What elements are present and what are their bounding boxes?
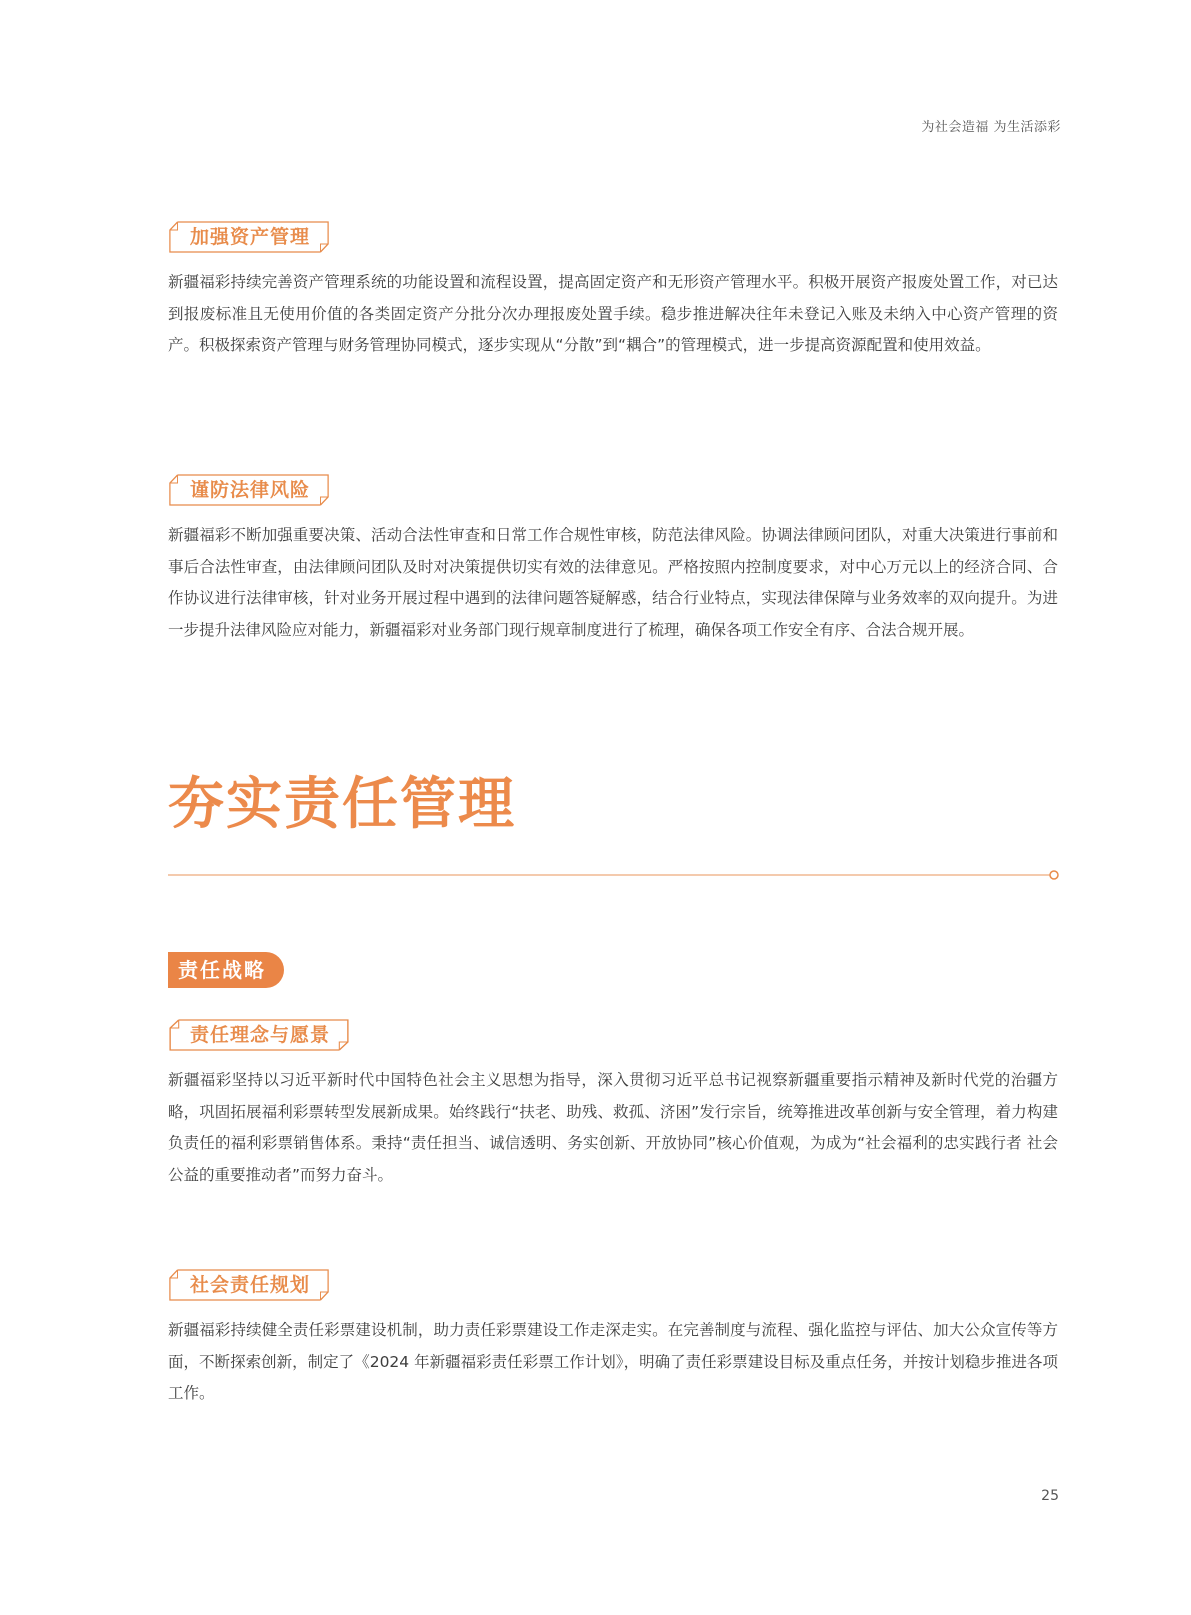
section-paragraph: 新疆福彩不断加强重要决策、活动合法性审查和日常工作合规性审核，防范法律风险。协调法律顾问团队，对重大决策进行事前和事后合法性审查，由法律顾问团队及时对决策提供切实有效的法律意见。严格按照内控制度要求，对中心万元以上的经济合同、合作协议进行法律审核，针对业务开展过程中遇到的法律问题答疑解惑，结合行业特点，实现法律保障与业务效率的双向提升。为进一步提升法律风险应对能力，新疆福彩对业务部门现行规章制度进行了梳理，确保各项工作安全有序、合法合规开展。 <box>168 526 1058 639</box>
section-heading <box>168 474 330 506</box>
chapter-badge: 责任战略 <box>168 952 284 988</box>
section-social-responsibility-plan <box>168 1269 1058 1410</box>
chapter-header <box>168 760 1058 840</box>
section-philosophy-vision <box>168 1019 1058 1191</box>
chapter-divider <box>168 869 1060 881</box>
section-heading-label: 责任理念与愿景 <box>190 1024 331 1046</box>
section-heading <box>168 1269 330 1301</box>
chapter-badge-wrap <box>168 952 1058 988</box>
header-tagline: 为社会造福 为生活添彩 <box>921 120 1061 135</box>
chapter-title: 夯实责任管理 <box>168 771 516 837</box>
section-heading <box>168 221 330 253</box>
section-paragraph: 新疆福彩坚持以习近平新时代中国特色社会主义思想为指导，深入贯彻习近平总书记视察新疆重要指示精神及新时代党的治疆方略，巩固拓展福利彩票转型发展新成果。始终践行“扶老、助残、救孤、济困”发行宗旨，统筹推进改革创新与安全管理，着力构建负责任的福利彩票销售体系。秉持“责任担当、诚信透明、务实创新、开放协同”核心价值观，为成为“社会福利的忠实践行者 社会公益的重要推动者”而努力奋斗。 <box>168 1071 1058 1184</box>
section-heading <box>168 1019 350 1051</box>
section-legal-risk <box>168 474 1058 646</box>
section-asset-management <box>168 221 1058 362</box>
section-heading-label: 谨防法律风险 <box>190 479 311 501</box>
section-heading-label: 加强资产管理 <box>190 226 311 248</box>
section-paragraph: 新疆福彩持续完善资产管理系统的功能设置和流程设置，提高固定资产和无形资产管理水平。积极开展资产报废处置工作，对已达到报废标准且无使用价值的各类固定资产分批分次办理报废处置手续。稳步推进解决往年未登记入账及未纳入中心资产管理的资产。积极探索资产管理与财务管理协同模式，逐步实现从“分散”到“耦合”的管理模式，进一步提高资源配置和使用效益。 <box>168 273 1058 354</box>
section-paragraph: 新疆福彩持续健全责任彩票建设机制，助力责任彩票建设工作走深走实。在完善制度与流程、强化监控与评估、加大公众宣传等方面，不断探索创新，制定了《2024 年新疆福彩责任彩票工作计划》，明确了责任彩票建设目标及重点任务，并按计划稳步推进各项工作。 <box>168 1321 1058 1402</box>
section-heading-label: 社会责任规划 <box>190 1274 311 1296</box>
page-number: 25 <box>1041 1488 1059 1504</box>
